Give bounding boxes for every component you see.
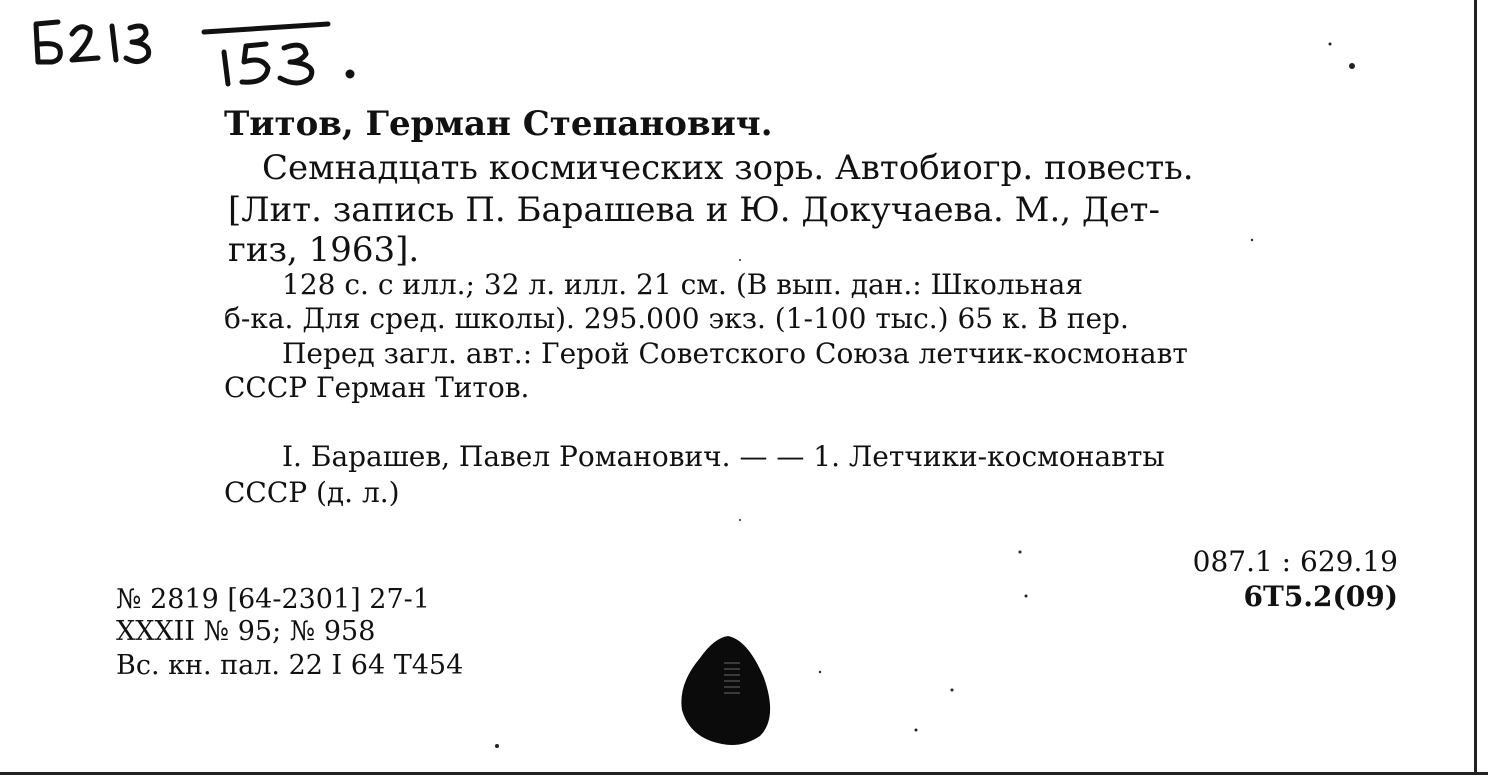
bbk-index: 6Т5.2(09) bbox=[1243, 580, 1398, 613]
udc-index: 087.1 : 629.19 bbox=[1192, 545, 1398, 578]
tracing-line-1: I. Барашев, Павел Романович. — — 1. Летчики-космонавты bbox=[282, 440, 1165, 473]
description-line-1: 128 с. с илл.; 32 л. илл. 21 см. (В вып. дан.: Школьная bbox=[282, 268, 1083, 301]
description-line-2: б-ка. Для сред. школы). 295.000 экз. (1-100 тыс.) 65 к. В пер. bbox=[224, 302, 1129, 335]
print-line-3: Вс. кн. пал. 22 I 64 Т454 bbox=[116, 650, 464, 681]
tracing-line-2: СССР (д. л.) bbox=[224, 476, 400, 509]
title-line-1: Семнадцать космических зорь. Автобиогр. повесть. bbox=[262, 148, 1194, 188]
print-line-1: № 2819 [64-2301] 27-1 bbox=[116, 584, 430, 615]
description-line-3: Перед загл. авт.: Герой Советского Союза летчик-космонавт bbox=[282, 337, 1188, 370]
print-line-2: XXXII № 95; № 958 bbox=[116, 616, 376, 647]
title-line-2: [Лит. запись П. Барашева и Ю. Докучаева. М., Дет- bbox=[228, 190, 1160, 230]
author-heading: Титов, Герман Степанович. bbox=[224, 104, 773, 144]
title-line-3: гиз, 1963]. bbox=[228, 230, 420, 270]
description-line-4: СССР Герман Титов. bbox=[224, 371, 530, 404]
